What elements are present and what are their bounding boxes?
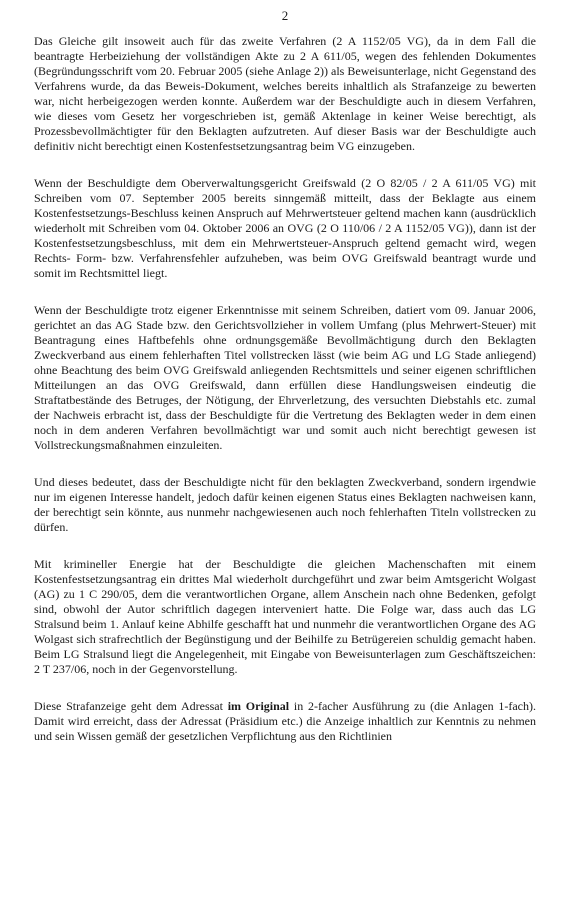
last-paragraph-after: in 2-facher Ausführung zu (die Anlagen 1-fach). Damit wird erreicht, dass der Adressat (Präsidium etc.) die Anzeige inhaltlich zur Kenntnis zu nehmen und sein Wissen gemäß der gesetzlichen Verpflichtung aus den Richtlinien (34, 699, 536, 743)
paragraph-ovg-greifswald: Wenn der Beschuldigte dem Oberverwaltungsgericht Greifswald (2 O 82/05 / 2 A 611/05 VG) mit Schreiben vom 07. September 2005 bereits sinngemäß mitteilt, dass der Beklagte aus einem Kostenfestsetzungs-Beschluss keinen Anspruch auf Mehrwertsteuer geltend machen kann (ausdrücklich wiederholt mit Schreiben vom 04. Oktober 2006 an OVG (2 O 110/06 / 2 A 1152/05 VG)), dann ist der Kostenfestsetzungsbeschluss, mit dem ein Mehrwertsteuer-Anspruch geltend gemacht wird, wegen Rechts- Form- bzw. Verfahrensfehler aufzuheben, was beim OVG Greifswald beantragt wurde und somit im Rechtsmittel liegt. (34, 176, 536, 280)
last-paragraph-before: Diese Strafanzeige geht dem Adressat (34, 699, 228, 713)
page-number: 2 (281, 8, 289, 23)
paragraph-second-procedure: Das Gleiche gilt insoweit auch für das zweite Verfahren (2 A 1152/05 VG), da in dem Fall die beantragte Herbeiziehung der vollständigen Akte zu 2 A 611/05, wegen des fehlenden Dokumentes (Begründungsschrift vom 20. Februar 2005 (siehe Anlage 2)) als Beweisunterlage, nicht Gegenstand des Verfahrens wurde, da das Beweis-Dokument, welches bereits inhaltlich als Strafanzeige zu bewerten war, nicht herbeigezogen werden konnte. Außerdem war der Beschuldigte auch in diesem Verfahren, wie dieses vom Gesetz her vorgeschrieben ist, gemäß Aktenlage in keiner Weise berechtigt, als Prozessbevollmächtigter für den Beklagten aufzutreten. Auf dieser Basis war der Beschuldigte auch definitiv nicht berechtigt einen Kostenfestsetzungsantrag beim VG einzugeben. (34, 34, 536, 153)
paragraph-own-interest: Und dieses bedeutet, dass der Beschuldigte nicht für den beklagten Zweckverband, sondern irgendwie nur im eigenen Interesse handelt, jedoch dafür keinen eigenen Status eines Beklagten nachweisen kann, der berechtigt sein könnte, aus nunmehr nachgewiesenen auch noch fehlerhaften Titeln vollstrecken zu dürfen. (34, 475, 536, 534)
last-paragraph-bold: im Original (227, 699, 290, 713)
paragraph-ag-stade: Wenn der Beschuldigte trotz eigener Erkenntnisse mit seinem Schreiben, datiert vom 09. Januar 2006, gerichtet an das AG Stade bzw. den Gerichtsvollzieher in vollem Umfang (plus Mehrwert-Steuer) mit Beantragung eines Haftbefehls ohne ordnungsgemäße Bevollmächtigung durch den Beklagten Zweckverband aus einem fehlerhaften Titel vollstrecken lässt (wie beim AG und LG Stade anliegend) ohne Beachtung des beim OVG Greifswald anliegenden Rechtsmittels und seiner eigenen schriftlichen Mitteilungen an das OVG Greifswald, dann erfüllen diese Handlungsweisen eindeutig die Straftatbestände des Betruges, der Nötigung, der Ehrverletzung, des versuchten Diebstahls etc. zumal der Nachweis erbracht ist, dass der Beschuldigte für die Vertretung des Beklagten weder in dem einen noch in dem anderen Verfahren bevollmächtigt war und somit auch nicht berechtigt gewesen ist Vollstreckungsmaßnahmen einzuleiten. (34, 303, 536, 452)
paragraph-original-copies (34, 699, 536, 744)
paragraph-ag-wolgast: Mit krimineller Energie hat der Beschuldigte die gleichen Machenschaften mit einem Kostenfestsetzungsantrag ein drittes Mal wiederholt durchgeführt und zwar beim Amtsgericht Wolgast (AG) zu 1 C 290/05, dem die verantwortlichen Organe, allem Anschein nach ohne Bedenken, gefolgt sind, obwohl der Autor schriftlich dagegen interveniert hatte. Die Folge war, dass auch das LG Stralsund beim 1. Anlauf keine Abhilfe geschafft hat und nunmehr die verantwortlichen Organe des AG Wolgast sich strafrechtlich der Begünstigung und der Beihilfe zu Betrügereien schuldig gemacht haben. Beim LG Stralsund liegt die Angelegenheit, mit Eingabe von Beweisunterlagen zum Geschäftszeichen: 2 T 237/06, noch in der Gegenvorstellung. (34, 557, 536, 676)
